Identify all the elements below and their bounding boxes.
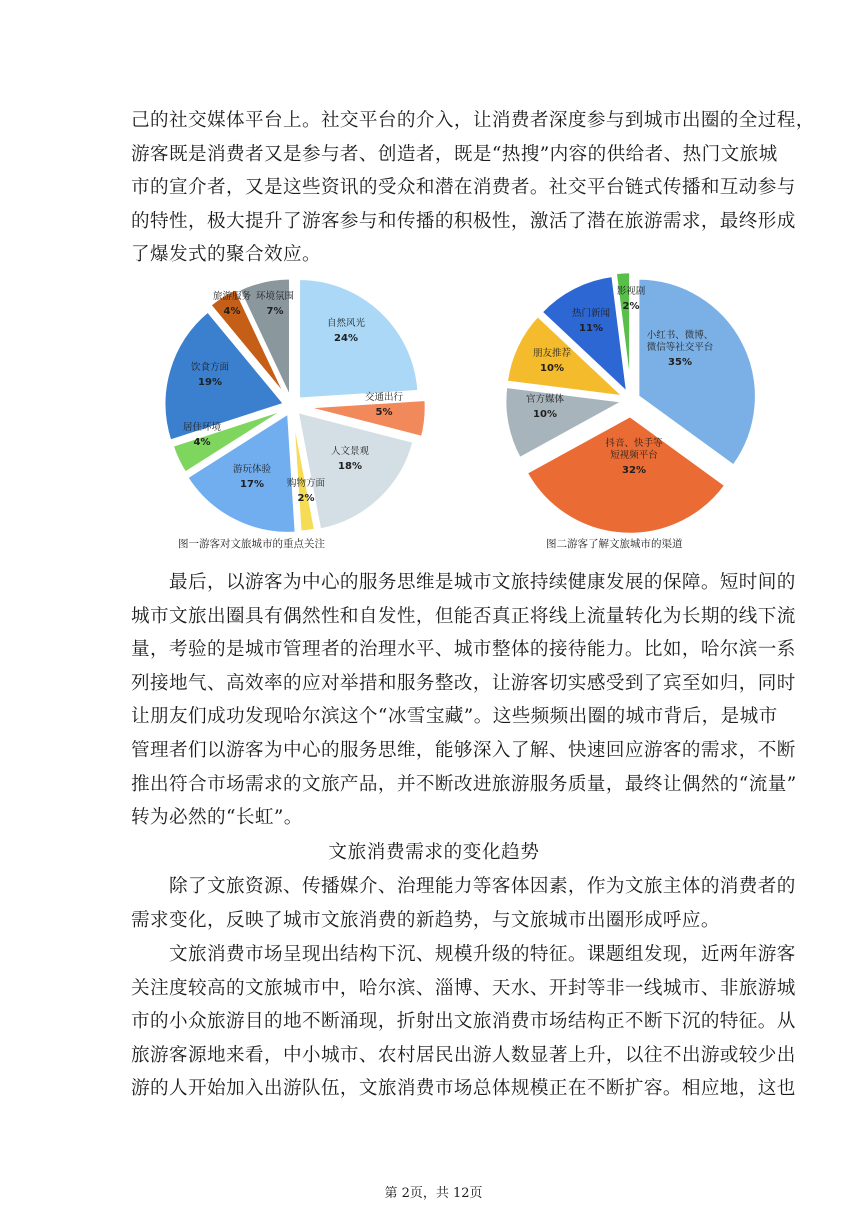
pie-slice-percent: 11% <box>579 323 603 334</box>
pie-slice-label: 抖音、快手等 <box>605 438 663 449</box>
text-line: 文旅消费市场呈现出结构下沉、规模升级的特征。课题组发现，近两年游客 <box>131 944 796 965</box>
text-line: 量，考验的是城市管理者的治理水平、城市整体的接待能力。比如，哈尔滨一系 <box>131 639 796 661</box>
pie-slice-label: 旅游服务 <box>212 291 252 302</box>
text-line: 需求变化，反映了城市文旅消费的新趋势，与文旅城市出圈形成呼应。 <box>131 909 720 931</box>
text-line: 最后，以游客为中心的服务思维是城市文旅持续健康发展的保障。短时间的 <box>131 572 796 593</box>
text-line: 游的人开始加入出游队伍，文旅消费市场总体规模正在不断扩容。相应地，这也 <box>131 1078 796 1100</box>
pie-slice-percent: 7% <box>266 306 284 317</box>
pie-slice-percent: 17% <box>240 479 264 490</box>
pie-slice-percent: 10% <box>533 409 557 420</box>
text-line: 旅游客源地来看，中小城市、农村居民出游人数显著上升，以往不出游或较少出 <box>131 1044 796 1066</box>
pie-slice-percent: 32% <box>622 465 646 476</box>
pie-slice-label: 人文景观 <box>330 446 370 457</box>
text-line: 让朋友们成功发现哈尔滨这个“冰雪宝藏”。这些频频出圈的城市背后，是城市 <box>131 706 778 728</box>
text-line: 了爆发式的聚合效应。 <box>131 244 321 266</box>
page-number: 第 2页，共 12页 <box>384 1186 483 1201</box>
text-line: 列接地气、高效率的应对举措和服务整改，让游客切实感受到了宾至如归，同时 <box>131 672 796 694</box>
pie-slice-label: 交通出行 <box>364 392 404 403</box>
pie-slice-percent: 4% <box>193 437 211 448</box>
pie-slice-percent: 19% <box>198 377 222 388</box>
pie-slice-percent: 5% <box>375 407 393 418</box>
pie-slice-label: 小红书、微博、 <box>646 330 714 341</box>
pie-slice-label: 环境氛围 <box>255 291 295 302</box>
text-line: 推出符合市场需求的文旅产品，并不断改进旅游服务质量，最终让偶然的“流量” <box>131 773 797 795</box>
pie-slice-percent: 18% <box>338 461 362 472</box>
paragraph-demand-change <box>131 870 796 937</box>
pie-slice-label: 热门新闻 <box>571 308 611 319</box>
pie-slice-label: 饮食方面 <box>190 362 230 373</box>
pie-slice-percent: 35% <box>668 357 692 368</box>
pie-slice-label: 微信等社交平台 <box>646 342 714 353</box>
pie-slice-percent: 4% <box>223 306 241 317</box>
text-line: 的特性，极大提升了游客参与和传播的积极性，激活了潜在旅游需求，最终形成 <box>131 210 796 232</box>
text-line: 市的小众旅游目的地不断涌现，折射出文旅消费市场结构正不断下沉的特征。从 <box>131 1011 796 1033</box>
pie-slice-percent: 2% <box>297 493 315 504</box>
paragraph-service-thinking <box>131 566 797 835</box>
pie-slice-label: 购物方面 <box>286 478 326 489</box>
pie-slice-percent: 10% <box>540 363 564 374</box>
pie-slice-label: 短视频平台 <box>610 450 658 461</box>
pie-slice-label: 居住环境 <box>182 422 222 433</box>
section-heading: 文旅消费需求的变化趋势 <box>328 842 540 863</box>
text-line: 除了文旅资源、传播媒介、治理能力等客体因素，作为文旅主体的消费者的 <box>131 876 796 897</box>
pie-chart-channels <box>500 272 762 528</box>
pie-slice-label: 影视剧 <box>616 286 646 297</box>
pie-slice-percent: 2% <box>622 301 640 312</box>
pie-slice-label: 自然风光 <box>326 318 366 329</box>
text-line: 游客既是消费者又是参与者、创造者，既是“热搜”内容的供给者、热门文旅城 <box>131 143 778 165</box>
text-line: 转为必然的“长虹”。 <box>131 807 303 829</box>
pie-slice-label: 朋友推荐 <box>532 348 572 359</box>
paragraph-market-sinking <box>131 938 796 1106</box>
pie-slice-label: 官方媒体 <box>525 394 565 405</box>
pie-slice-percent: 24% <box>334 333 358 344</box>
pie-slice-label: 游玩体验 <box>232 464 272 475</box>
text-line: 关注度较高的文旅城市中，哈尔滨、淄博、天水、开封等非一线城市、非旅游城 <box>131 977 796 999</box>
text-line: 管理者们以游客为中心的服务思维，能够深入了解、快速回应游客的需求，不断 <box>131 739 796 761</box>
chart2-caption: 图二游客了解文旅城市的渠道 <box>546 538 683 550</box>
pie-slice-1 <box>299 279 419 399</box>
text-line: 市的宣介者，又是这些资讯的受众和潜在消费者。社交平台链式传播和互动参与 <box>131 177 796 199</box>
paragraph-social-platform <box>131 104 815 272</box>
text-line: 己的社交媒体平台上。社交平台的介入，让消费者深度参与到城市出圈的全过程， <box>131 110 815 131</box>
pie-chart-focus-areas <box>160 272 440 528</box>
text-line: 城市文旅出圈具有偶然性和自发性，但能否真正将线上流量转化为长期的线下流 <box>131 605 796 627</box>
chart1-caption: 图一游客对文旅城市的重点关注 <box>178 538 325 550</box>
